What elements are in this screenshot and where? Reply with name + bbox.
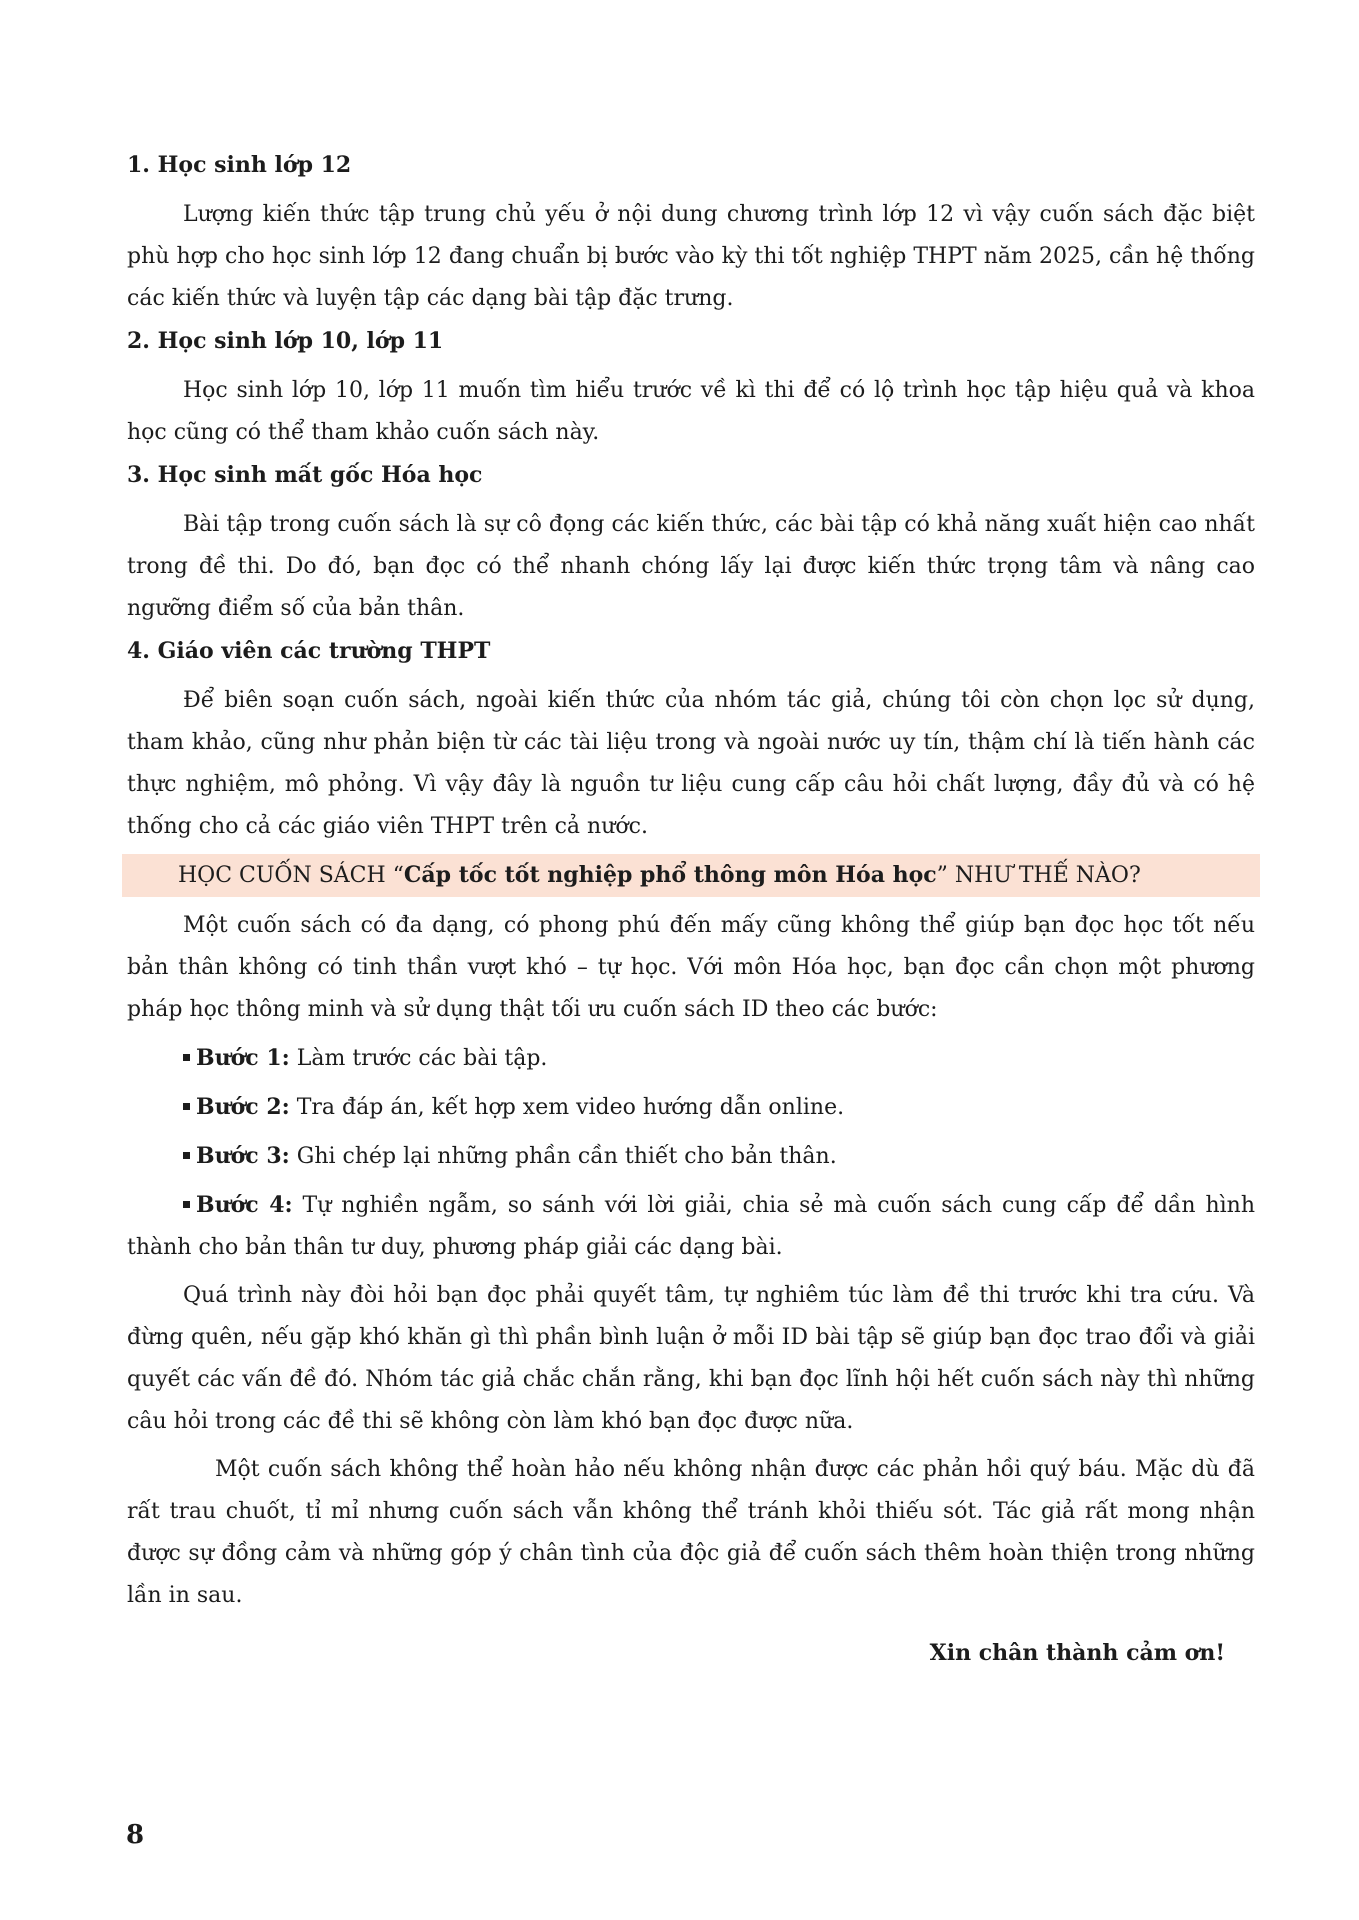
- step-label: Bước 2:: [196, 1094, 290, 1120]
- feedback-paragraph: Một cuốn sách không thể hoàn hảo nếu không nhận được các phản hồi quý báu. Mặc dù đã rất trau chuốt, tỉ mỉ nhưng cuốn sách vẫn không thể tránh khỏi thiếu sót. Tác giả rất mong nhận được sự đồng cảm và những góp ý chân tình của độc giả để cuốn sách thêm hoàn thiện trong những lần in sau.: [127, 1457, 1255, 1608]
- section-text-teachers: Để biên soạn cuốn sách, ngoài kiến thức của nhóm tác giả, chúng tôi còn chọn lọc sử dụng, tham khảo, cũng như phản biện từ các tài liệu trong và ngoài nước uy tín, thậm chí là tiến hành các thực nghiệm, mô phỏng. Vì vậy đây là nguồn tư liệu cung cấp câu hỏi chất lượng, đầy đủ và có hệ thống cho cả các giáo viên THPT trên cả nước.: [127, 688, 1255, 839]
- section-heading-beginners: 3. Học sinh mất gốc Hóa học: [127, 462, 483, 488]
- step-label: Bước 1:: [196, 1045, 290, 1071]
- square-bullet-icon: [183, 1103, 190, 1110]
- page-content: [127, 150, 1255, 1671]
- section-text-beginners: Bài tập trong cuốn sách là sự cô đọng các kiến thức, các bài tập có khả năng xuất hiện cao nhất trong đề thi. Do đó, bạn đọc có thể nhanh chóng lấy lại được kiến thức trọng tâm và nâng cao ngưỡng điểm số của bản thân.: [127, 512, 1255, 621]
- closing-thanks: Xin chân thành cảm ơn!: [929, 1640, 1225, 1666]
- step-label: Bước 3:: [196, 1143, 290, 1169]
- section-heading-grade-10-11: 2. Học sinh lớp 10, lớp 11: [127, 328, 444, 354]
- intro-paragraph: Một cuốn sách có đa dạng, có phong phú đến mấy cũng không thể giúp bạn đọc học tốt nếu bản thân không có tinh thần vượt khó – tự học. Với môn Hóa học, bạn đọc cần chọn một phương pháp học thông minh và sử dụng thật tối ưu cuốn sách ID theo các bước:: [127, 913, 1255, 1022]
- step-text: Làm trước các bài tập.: [289, 1046, 548, 1071]
- banner-prefix: HỌC CUỐN SÁCH “: [178, 863, 404, 888]
- page-number: 8: [126, 1820, 145, 1850]
- step-1: [127, 1037, 1255, 1080]
- step-4: [127, 1184, 1255, 1269]
- section-text-grade-10-11: Học sinh lớp 10, lớp 11 muốn tìm hiểu trước về kì thi để có lộ trình học tập hiệu quả và khoa học cũng có thể tham khảo cuốn sách này.: [127, 378, 1255, 445]
- banner-book-title: Cấp tốc tốt nghiệp phổ thông môn Hóa học: [403, 862, 937, 888]
- step-2: [127, 1086, 1255, 1129]
- step-label: Bước 4:: [196, 1192, 293, 1218]
- square-bullet-icon: [183, 1054, 190, 1061]
- section-heading-grade-12: 1. Học sinh lớp 12: [127, 152, 352, 178]
- section-heading-teachers: 4. Giáo viên các trường THPT: [127, 638, 491, 664]
- step-3: [127, 1135, 1255, 1178]
- section-text-grade-12: Lượng kiến thức tập trung chủ yếu ở nội dung chương trình lớp 12 vì vậy cuốn sách đặc biệt phù hợp cho học sinh lớp 12 đang chuẩn bị bước vào kỳ thi tốt nghiệp THPT năm 2025, cần hệ thống các kiến thức và luyện tập các dạng bài tập đặc trưng.: [127, 202, 1255, 311]
- banner-suffix: ” NHƯ THẾ NÀO?: [936, 863, 1141, 888]
- step-text: Tự nghiền ngẫm, so sánh với lời giải, chia sẻ mà cuốn sách cung cấp để dần hình thành cho bản thân tư duy, phương pháp giải các dạng bài.: [127, 1193, 1256, 1260]
- step-text: Tra đáp án, kết hợp xem video hướng dẫn online.: [289, 1095, 845, 1120]
- process-paragraph: Quá trình này đòi hỏi bạn đọc phải quyết tâm, tự nghiêm túc làm đề thi trước khi tra cứu. Và đừng quên, nếu gặp khó khăn gì thì phần bình luận ở mỗi ID bài tập sẽ giúp bạn đọc trao đổi và giải quyết các vấn đề đó. Nhóm tác giả chắc chắn rằng, khi bạn đọc lĩnh hội hết cuốn sách này thì những câu hỏi trong các đề thi sẽ không còn làm khó bạn đọc được nữa.: [127, 1283, 1255, 1434]
- square-bullet-icon: [183, 1201, 190, 1208]
- square-bullet-icon: [183, 1152, 190, 1159]
- how-to-study-banner: [122, 854, 1260, 897]
- step-text: Ghi chép lại những phần cần thiết cho bản thân.: [289, 1144, 837, 1169]
